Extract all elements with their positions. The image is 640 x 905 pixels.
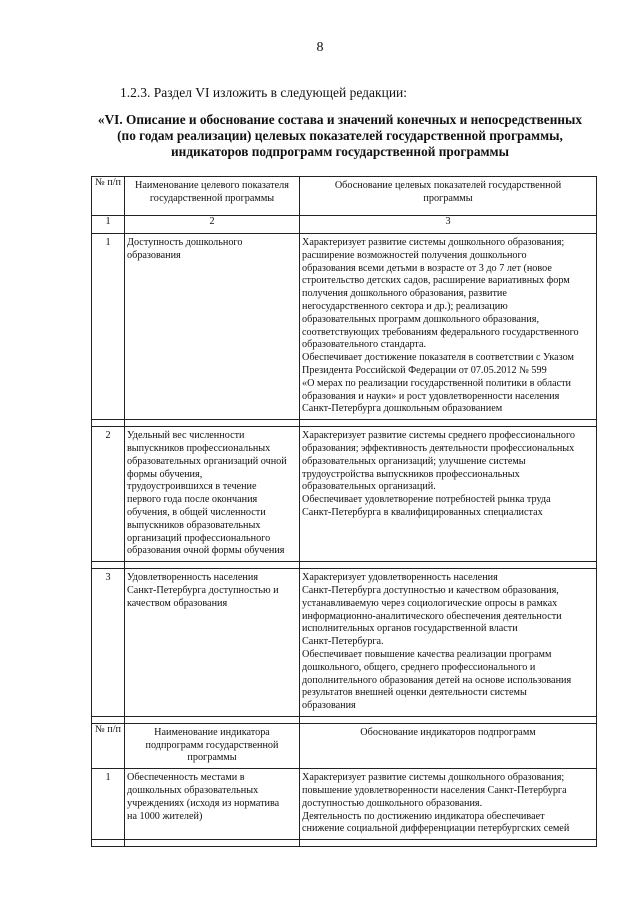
spacer-cell bbox=[125, 420, 300, 427]
row-justification-line: Характеризует развитие системы среднего профессионального bbox=[302, 430, 575, 442]
header-name-line: подпрограмм государственной bbox=[145, 739, 279, 751]
spacer-cell bbox=[92, 562, 125, 569]
table-row bbox=[92, 427, 597, 562]
row-name-cell bbox=[125, 234, 300, 420]
row-justification-cell bbox=[300, 569, 597, 717]
header-name-line: Наименование индикатора bbox=[154, 726, 270, 738]
row-justification-cell bbox=[300, 769, 597, 840]
header-num: № п/п bbox=[94, 723, 121, 735]
row-justification-line: негосударственного сектора и др.); реализацию bbox=[302, 300, 508, 312]
table1-header-row bbox=[92, 177, 597, 216]
row-num-cell bbox=[92, 769, 125, 840]
row-justification-text bbox=[302, 569, 594, 716]
row-justification-line: результатов внешней оценки деятельности системы bbox=[302, 687, 527, 699]
row-justification-cell bbox=[300, 427, 597, 562]
row-justification-line: Президента Российской Федерации от 07.05.2012 № 599 bbox=[302, 364, 547, 376]
row-spacer bbox=[92, 716, 597, 723]
header-name-text bbox=[127, 177, 297, 209]
row-name-cell bbox=[125, 427, 300, 562]
row-justification-line: Характеризует удовлетворенность населения bbox=[302, 572, 498, 584]
row-justification-line: Санкт-Петербурга дошкольным образованием bbox=[302, 403, 503, 415]
row-name-line: трудоустроившихся в течение bbox=[127, 481, 257, 493]
indicators-table-body bbox=[92, 177, 597, 847]
heading-line-3: индикаторов подпрограмм государственной программы bbox=[171, 144, 509, 159]
table2-header-row bbox=[92, 723, 597, 768]
row-justification-line: исполнительных органов государственной власти bbox=[302, 623, 518, 635]
row-justification-line: Обеспечивает удовлетворение потребностей рынка труда bbox=[302, 494, 551, 506]
row-num: 2 bbox=[105, 430, 111, 442]
row-justification-text bbox=[302, 234, 594, 419]
row-justification-line: устанавливаемую через социологические опросы в рамках bbox=[302, 597, 558, 609]
row-name-line: выпускников образовательных bbox=[127, 519, 261, 531]
header-num-cell bbox=[92, 723, 125, 768]
row-justification-line: получения дошкольного образования, развитие bbox=[302, 288, 507, 300]
row-justification-cell bbox=[300, 234, 597, 420]
row-name-text bbox=[127, 427, 297, 561]
spacer-cell bbox=[300, 562, 597, 569]
row-justification-line: доступностью дошкольного образования. bbox=[302, 797, 483, 809]
row-justification-line: повышение удовлетворенности населения Санкт-Петербурга bbox=[302, 785, 567, 797]
header-name-cell bbox=[125, 177, 300, 216]
spacer-cell bbox=[300, 840, 597, 847]
page-number: 8 bbox=[316, 40, 324, 55]
column-number-row bbox=[92, 216, 597, 234]
row-name-line: Доступность дошкольного bbox=[127, 237, 243, 248]
column-number-cell bbox=[125, 216, 300, 234]
row-justification-text bbox=[302, 427, 594, 523]
row-name-line: выпускников профессиональных bbox=[127, 442, 271, 454]
header-justification-line: Обоснование индикаторов подпрограмм bbox=[360, 726, 536, 738]
row-name-text bbox=[127, 569, 297, 613]
spacer-cell bbox=[125, 562, 300, 569]
row-justification-line: соответствующих требованиям федерального государственного bbox=[302, 326, 579, 338]
spacer-cell bbox=[125, 716, 300, 723]
row-justification-line: Обеспечивает достижение показателя в соответствии с Указом bbox=[302, 352, 574, 364]
row-name-line: качеством образования bbox=[127, 597, 228, 609]
intro-paragraph: 1.2.3. Раздел VI изложить в следующей редакции: bbox=[120, 85, 408, 100]
row-justification-line: информационно-аналитического обеспечения деятельности bbox=[302, 610, 562, 622]
header-justification-text bbox=[302, 724, 594, 743]
row-justification-line: образовательных программ дошкольного образования, bbox=[302, 313, 540, 325]
spacer-cell bbox=[300, 420, 597, 427]
row-name-line: на 1000 жителей) bbox=[127, 810, 203, 822]
header-justification-line: Обоснование целевых показателей государственной bbox=[334, 180, 562, 191]
row-name-cell bbox=[125, 569, 300, 717]
row-justification-line: образования всеми детьми в возрасте от 3 до 7 лет (новое bbox=[302, 262, 552, 274]
row-justification-line: образовательного стандарта. bbox=[302, 339, 427, 351]
spacer-cell bbox=[125, 840, 300, 847]
row-name-line: организаций профессионального bbox=[127, 532, 271, 544]
row-justification-line: Санкт-Петербурга. bbox=[302, 636, 384, 648]
row-num-cell bbox=[92, 234, 125, 420]
row-name-text bbox=[127, 769, 297, 826]
row-justification-line: Обеспечивает повышение качества реализации программ bbox=[302, 648, 552, 660]
table-row bbox=[92, 234, 597, 420]
row-name-line: Удовлетворенность населения bbox=[127, 572, 258, 584]
header-num-cell bbox=[92, 177, 125, 216]
heading-line-1: «VI. Описание и обоснование состава и значений конечных и непосредственных bbox=[97, 112, 583, 127]
row-justification-line: расширение возможностей получения дошкольного bbox=[302, 249, 527, 261]
row-spacer bbox=[92, 840, 597, 847]
column-number: 1 bbox=[105, 216, 111, 227]
header-justification-text bbox=[302, 177, 594, 209]
row-num: 1 bbox=[105, 772, 111, 784]
row-justification-line: образовательных организаций; улучшение системы bbox=[302, 455, 526, 467]
table-row bbox=[92, 769, 597, 840]
header-name-cell bbox=[125, 723, 300, 768]
column-number: 2 bbox=[209, 216, 215, 227]
row-num: 1 bbox=[105, 237, 111, 248]
row-spacer bbox=[92, 420, 597, 427]
row-justification-line: образования и науки» и рост удовлетворенности населения bbox=[302, 390, 560, 402]
indicators-table bbox=[91, 176, 597, 847]
row-justification-line: Характеризует развитие системы дошкольного образования; bbox=[302, 237, 565, 248]
header-name-line: государственной программы bbox=[149, 192, 275, 204]
row-justification-line: образовательных организаций. bbox=[302, 481, 436, 493]
row-name-line: Обеспеченность местами в bbox=[127, 772, 245, 784]
row-justification-line: строительство детских садов, расширение вариативных форм bbox=[302, 275, 570, 287]
row-name-line: Удельный вес численности bbox=[127, 430, 245, 442]
row-name-line: образовательных организаций очной bbox=[127, 455, 287, 467]
row-justification-line: образования bbox=[302, 700, 356, 712]
row-spacer bbox=[92, 562, 597, 569]
row-justification-line: Деятельность по достижению индикатора обеспечивает bbox=[302, 810, 545, 822]
header-name-line: Наименование целевого показателя bbox=[135, 180, 289, 191]
row-num-cell bbox=[92, 569, 125, 717]
row-num: 3 bbox=[105, 572, 111, 584]
row-name-cell bbox=[125, 769, 300, 840]
spacer-cell bbox=[300, 716, 597, 723]
row-name-line: дошкольных образовательных bbox=[127, 785, 259, 797]
row-justification-line: Санкт-Петербурга в квалифицированных специалистах bbox=[302, 506, 543, 518]
row-justification-line: образования; эффективность деятельности профессиональных bbox=[302, 442, 575, 454]
row-name-line: учреждениях (исходя из норматива bbox=[127, 797, 280, 809]
header-justification-cell bbox=[300, 723, 597, 768]
header-justification-line: программы bbox=[423, 192, 473, 204]
column-number-cell bbox=[92, 216, 125, 234]
header-num: № п/п bbox=[94, 177, 121, 188]
header-justification-cell bbox=[300, 177, 597, 216]
spacer-cell bbox=[92, 420, 125, 427]
row-name-line: формы обучения, bbox=[127, 468, 203, 480]
row-justification-line: трудоустройства выпускников профессиональных bbox=[302, 468, 520, 480]
row-name-line: образования bbox=[127, 249, 181, 261]
header-name-text bbox=[127, 724, 297, 768]
spacer-cell bbox=[92, 840, 125, 847]
row-justification-line: снижение социальной дифференциации петербургских семей bbox=[302, 823, 570, 835]
header-name-line: программы bbox=[187, 752, 237, 764]
row-name-line: образования очной формы обучения bbox=[127, 545, 285, 557]
heading-line-2: (по годам реализации) целевых показателей государственной программы, bbox=[117, 128, 563, 143]
row-name-line: Санкт-Петербурга доступностью и bbox=[127, 584, 279, 596]
column-number-cell bbox=[300, 216, 597, 234]
row-justification-line: «О мерах по реализации государственной политики в области bbox=[302, 377, 572, 389]
section-heading bbox=[70, 112, 610, 160]
row-num-cell bbox=[92, 427, 125, 562]
row-name-text bbox=[127, 234, 297, 266]
row-justification-text bbox=[302, 769, 594, 839]
row-justification-line: Характеризует развитие системы дошкольного образования; bbox=[302, 772, 565, 784]
spacer-cell bbox=[92, 716, 125, 723]
row-name-line: обучения, в общей численности bbox=[127, 506, 266, 518]
column-number: 3 bbox=[445, 216, 451, 227]
row-justification-line: дополнительного образования детей на основе использования bbox=[302, 674, 572, 686]
row-justification-line: дошкольного, общего, среднего профессионального и bbox=[302, 661, 536, 673]
row-justification-line: Санкт-Петербурга доступностью и качеством образования, bbox=[302, 584, 559, 596]
row-name-line: первого года после окончания bbox=[127, 494, 258, 506]
table-row bbox=[92, 569, 597, 717]
